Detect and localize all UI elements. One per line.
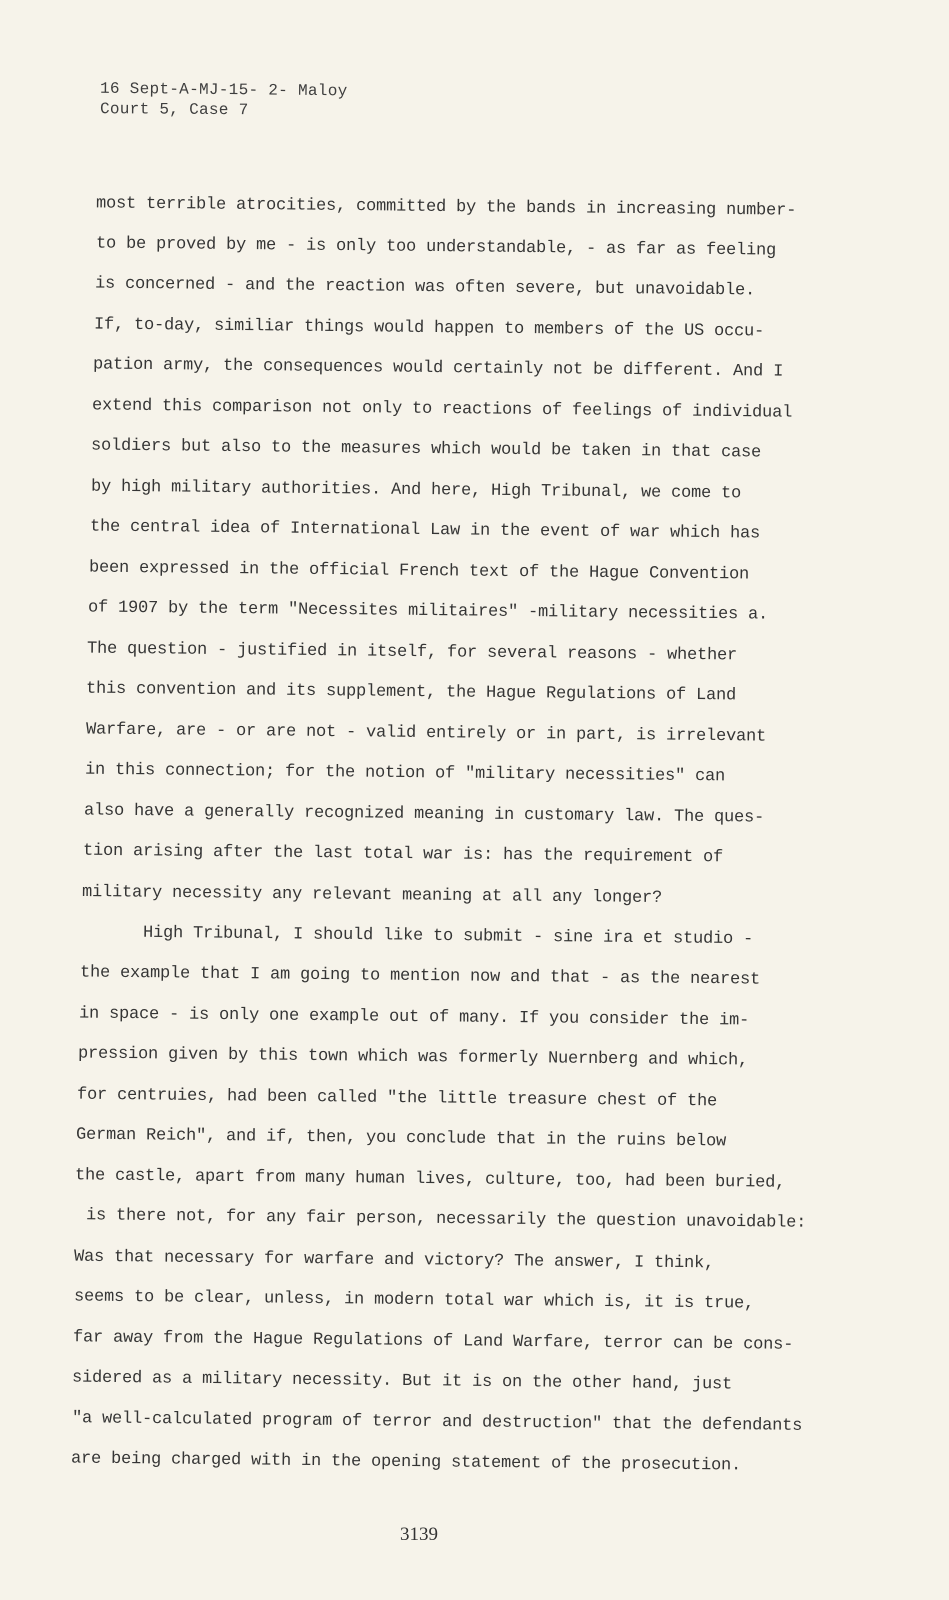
body-line: extend this comparison not only to reactions of feelings of individual	[91, 396, 793, 423]
body-line: German Reich", and if, then, you conclude that in the ruins below	[75, 1125, 727, 1152]
body-line: If, to-day, similiar things would happen to members of the US occu-	[93, 315, 765, 342]
body-line: of 1907 by the term "Necessites militaires" -military necessities a.	[87, 598, 769, 625]
body-line: far away from the Hague Regulations of Land Warfare, terror can be cons-	[72, 1328, 794, 1355]
body-line: seems to be clear, unless, in modern total war which is, it is true,	[73, 1287, 755, 1314]
body-line: in this connection; for the notion of "military necessities" can	[84, 760, 726, 787]
body-line: pation army, the consequences would certainly not be different. And I	[92, 355, 784, 382]
body-line: also have a generally recognized meaning in customary law. The ques-	[83, 801, 765, 828]
body-line: military necessity any relevant meaning at all any longer?	[81, 882, 663, 909]
body-line: been expressed in the official French text of the Hague Convention	[88, 558, 750, 585]
body-line: sidered as a military necessity. But it is on the other hand, just	[71, 1368, 733, 1395]
body-line: is there not, for any fair person, necessarily the question unavoidable:	[85, 1206, 807, 1233]
body-line: this convention and its supplement, the Hague Regulations of Land	[85, 679, 737, 706]
body-line: in space - is only one example out of many. If you consider the im-	[78, 1004, 750, 1031]
header-line-session: 16 Sept-A-MJ-15- 2- Maloy	[99, 79, 348, 101]
body-line: the castle, apart from many human lives, culture, too, had been buried,	[74, 1166, 786, 1193]
page-number: 3139	[400, 1524, 438, 1545]
body-line: most terrible atrocities, committed by the bands in increasing number-	[95, 194, 797, 221]
document-header	[100, 80, 348, 120]
body-line: to be proved by me - is only too understandable, - as far as feeling	[95, 234, 777, 261]
header-line-court: Court 5, Case 7	[99, 100, 249, 120]
body-line: the central idea of International Law in the event of war which has	[89, 517, 761, 544]
body-line: is concerned - and the reaction was often severe, but unavoidable.	[94, 274, 756, 301]
body-line: Was that necessary for warfare and victory? The answer, I think,	[73, 1247, 715, 1274]
body-line: Warfare, are - or are not - valid entirely or in part, is irrelevant	[85, 720, 767, 747]
body-line: pression given by this town which was formerly Nuernberg and which,	[77, 1044, 749, 1071]
body-line: soldiers but also to the measures which would be taken in that case	[90, 436, 762, 463]
body-line: the example that I am going to mention now and that - as the nearest	[79, 963, 761, 990]
body-line: High Tribunal, I should like to submit - sine ira et studio -	[142, 923, 754, 950]
body-line: by high military authorities. And here, High Tribunal, we come to	[90, 477, 742, 504]
body-line: The question - justified in itself, for several reasons - whether	[86, 639, 738, 666]
body-line: for centruies, had been called "the little treasure chest of the	[76, 1085, 718, 1112]
body-line: "a well-calculated program of terror and destruction" that the defendants	[71, 1409, 803, 1436]
body-line: tion arising after the last total war is: has the requirement of	[82, 841, 724, 868]
body-line: are being charged with in the opening statement of the prosecution.	[70, 1449, 742, 1476]
